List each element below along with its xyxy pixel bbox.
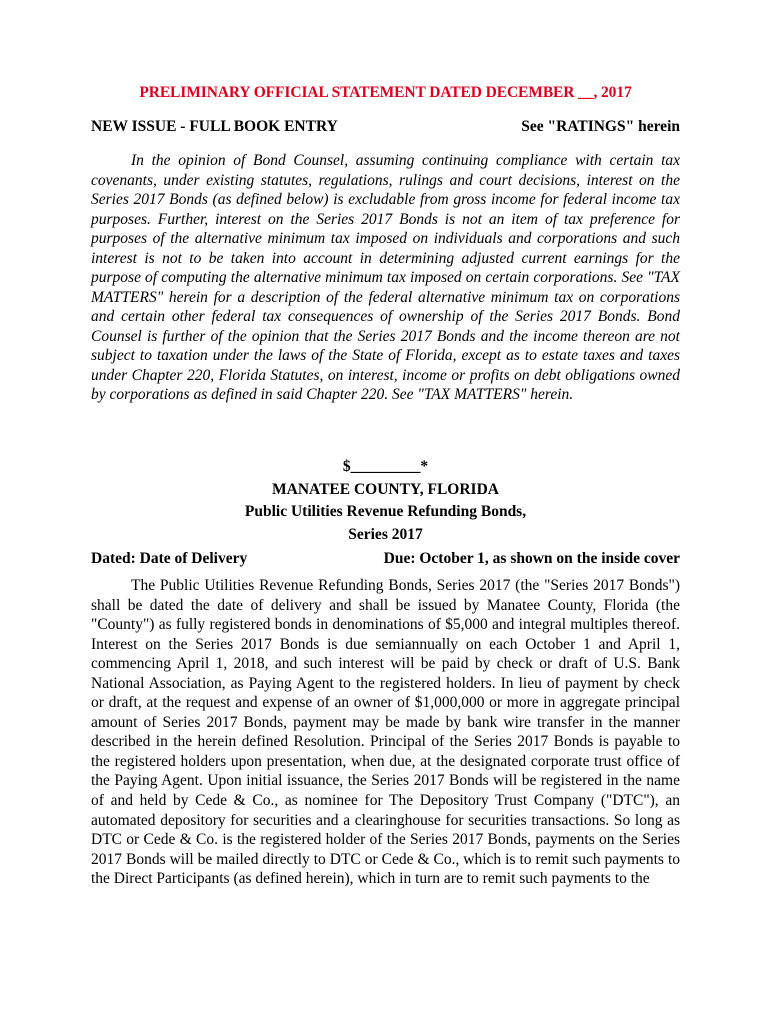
bond-name: Public Utilities Revenue Refunding Bonds, [244, 503, 527, 520]
preliminary-statement-title: PRELIMINARY OFFICIAL STATEMENT DATED DECEMBER __, 2017 [139, 84, 632, 101]
bond-amount: $_________* [342, 458, 429, 475]
dated-date: Dated: Date of Delivery [91, 550, 248, 567]
issuer-name: MANATEE COUNTY, FLORIDA [272, 480, 499, 498]
issue-header-row [91, 118, 680, 136]
due-date: Due: October 1, as shown on the inside cover [383, 550, 680, 567]
bond-series: Series 2017 [348, 525, 423, 543]
bond-counsel-opinion-paragraph: In the opinion of Bond Counsel, assuming continuing compliance with certain tax covenants, under existing statutes, regulations, rulings and court decisions, interest on the Series 2017 Bonds (as defined below) is excludable from gross income for federal income tax purposes. Further, interest on the Series 2017 Bonds is not an item of tax preference for purposes of the alternative minimum tax imposed on individuals and corporations and such interest is not to be taken into account in determining adjusted current earnings for the purpose of computing the alternative minimum tax imposed on certain corporations. See "TAX MATTERS" herein for a description of the federal alternative minimum tax on corporations and certain other federal tax consequences of ownership of the Series 2017 Bonds. Bond Counsel is further of the opinion that the Series 2017 Bonds and the income thereon are not subject to taxation under the laws of the State of Florida, except as to estate taxes and taxes under Chapter 220, Florida Statutes, on interest, income or profits on debt obligations owned by corporations as defined in said Chapter 220. See "TAX MATTERS" herein. [91, 152, 680, 403]
issue-type-label: NEW ISSUE - FULL BOOK ENTRY [91, 118, 338, 135]
bond-title-block [91, 456, 680, 546]
dates-row [91, 550, 680, 568]
bond-description-paragraph: The Public Utilities Revenue Refunding Bonds, Series 2017 (the "Series 2017 Bonds") shall be dated the date of delivery and shall be issued by Manatee County, Florida (the "County") as fully registered bonds in denominations of $5,000 and integral multiples thereof. Interest on the Series 2017 Bonds is due semiannually on each October 1 and April 1, commencing April 1, 2018, and such interest will be paid by check or draft of U.S. Bank National Association, as Paying Agent to the registered holders. In lieu of payment by check or draft, at the request and expense of an owner of $1,000,000 or more in aggregate principal amount of Series 2017 Bonds, payment may be made by bank wire transfer in the manner described in the herein defined Resolution. Principal of the Series 2017 Bonds is payable to the registered holders upon presentation, when due, at the designated corporate trust office of the Paying Agent. Upon initial issuance, the Series 2017 Bonds will be registered in the name of and held by Cede & Co., as nominee for The Depository Trust Company ("DTC"), an automated depository for securities and a clearinghouse for securities transactions. So long as DTC or Cede & Co. is the registered holder of the Series 2017 Bonds, payments on the Series 2017 Bonds will be mailed directly to DTC or Cede & Co., which is to remit such payments to the Direct Participants (as defined herein), which in turn are to remit such payments to the [91, 577, 680, 888]
ratings-reference: See "RATINGS" herein [521, 118, 680, 135]
